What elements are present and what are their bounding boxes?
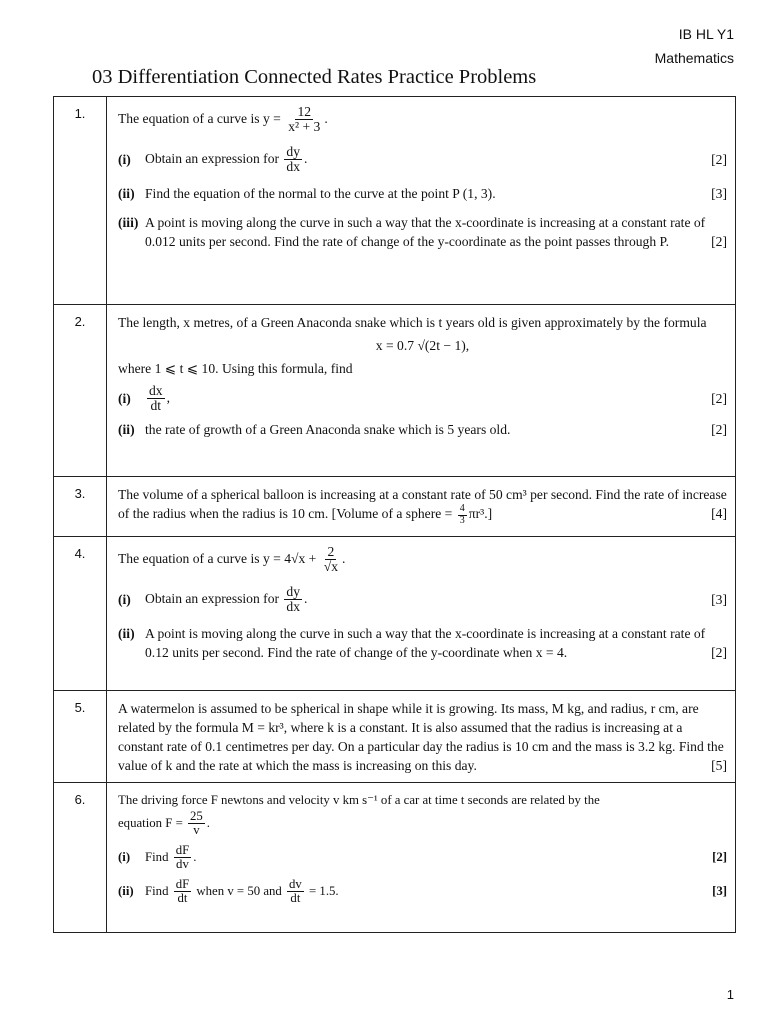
part-ii: (ii) A point is moving along the curve in such a way that the x-coordinate is increasing at a constant rate of 0.12 units per second. Find the rate of change of the y-coordinate when x = 4. [2] [118,626,727,661]
problem-text: A watermelon is assumed to be spherical in shape while it is growing. Its mass, M kg, and radius, r cm, are related by the formula M = kr³, where k is a constant. It is also assumed that the radius is increasing at a constant rate of 0.1 centimetres per day. On a particular day the radius is 10 cm and the mass is 3.2 kg. Find the value of k and the rate at which the mass is increasing on this day. [5] [118,701,727,773]
fraction: $\frac{2}{√x}$ [323,544,338,575]
subject-label: Mathematics [654,50,734,66]
problem-intro: The equation of a curve is y = $\frac{12}{\text{x² + 3}}$ . [118,104,328,135]
problem-body [107,537,736,691]
fraction: $\frac{12}{\text{x² + 3}}$ [288,104,321,135]
marks: [2] [712,850,727,865]
marks: [2] [711,645,727,661]
fraction: $\frac{dF}{dt}$ [175,876,190,906]
problem-intro: The driving force F newtons and velocity v km s⁻¹ of a car at time t seconds are related by the [118,793,600,807]
page-title: 03 Differentiation Connected Rates Practice Problems [92,66,537,88]
part-i: (i) $\frac{dx}{dt}$ , [2] [118,383,727,414]
problem-number: 3. [54,477,107,537]
part-i: (i) Obtain an expression for $\frac{dy}{dx}$ . [3] [118,583,727,614]
fraction: $\frac{dx}{dt}$ [149,383,163,414]
problem-number: 4. [54,537,107,691]
marks: [3] [711,186,727,202]
marks: [5] [711,758,727,773]
problem-row-4 [54,537,736,691]
problems-table [53,96,736,933]
fraction: $\frac{dy}{dx}$ [286,583,301,614]
part-ii: (ii) Find the equation of the normal to the curve at the point P (1, 3). [3] [118,186,727,202]
formula: x = 0.7 √(2t − 1), [375,338,470,353]
problem-row-2 [54,305,736,477]
problem-where: where 1 ⩽ t ⩽ 10. Using this formula, find [118,361,353,376]
course-label: IB HL Y1 [678,26,734,42]
fraction: $\frac{dy}{dx}$ [286,143,301,174]
header-right [655,22,734,70]
problem-body [107,97,736,305]
problem-body [107,691,736,783]
part-ii: (ii) the rate of growth of a Green Anaconda snake which is 5 years old. [2] [118,421,727,437]
marks: [2] [711,234,727,250]
part-iii: (iii) A point is moving along the curve in such a way that the x-coordinate is increasing at a constant rate of 0.012 units per second. Find the rate of change of the y-coordinate as the point passes through P. [2] [118,215,727,250]
part-i: (i) Find $\frac{dF}{dv}$ . [2] [118,842,727,872]
problem-row-5 [54,691,736,783]
problem-number: 2. [54,305,107,477]
problem-text: The volume of a spherical balloon is increasing at a constant rate of 50 cm³ per second. Find the rate of increase of the radius when the radius is 10 cm. [Volume of a sphere = $\frac{4}{3}$ πr³.] [4] [118,487,727,526]
page-number: 1 [726,987,734,1002]
problem-body [107,477,736,537]
fraction: $\frac{dv}{dt}$ [289,876,302,906]
fraction: $\frac{4}{3}$ [459,503,465,526]
part-i: (i) Obtain an expression for $\frac{dy}{dx}$ . [2] [118,143,727,174]
marks: [2] [711,151,727,167]
problem-row-6 [54,783,736,933]
fraction: $\frac{dF}{dv}$ [175,842,190,872]
problem-body [107,783,736,933]
problem-number: 6. [54,783,107,933]
marks: [4] [711,506,727,521]
marks: [3] [711,591,727,607]
problem-intro: The equation of a curve is y = 4√x + $\frac{2}{√x}$ . [118,544,346,575]
problem-number: 1. [54,97,107,305]
problem-intro: The length, x metres, of a Green Anaconda snake which is t years old is given approximately by the formula [118,315,707,330]
marks: [2] [711,391,727,407]
problem-equation: equation F = $\frac{25}{v}$ . [118,809,210,838]
fraction: $\frac{25}{v}$ [190,809,203,838]
problem-row-1 [54,97,736,305]
marks: [3] [712,884,727,899]
problem-number: 5. [54,691,107,783]
marks: [2] [711,421,727,437]
part-ii: (ii) Find $\frac{dF}{dt}$ when v = 50 and $\frac{dv}{dt}$ = 1.5. [3] [118,876,727,906]
problem-body [107,305,736,477]
problem-row-3 [54,477,736,537]
